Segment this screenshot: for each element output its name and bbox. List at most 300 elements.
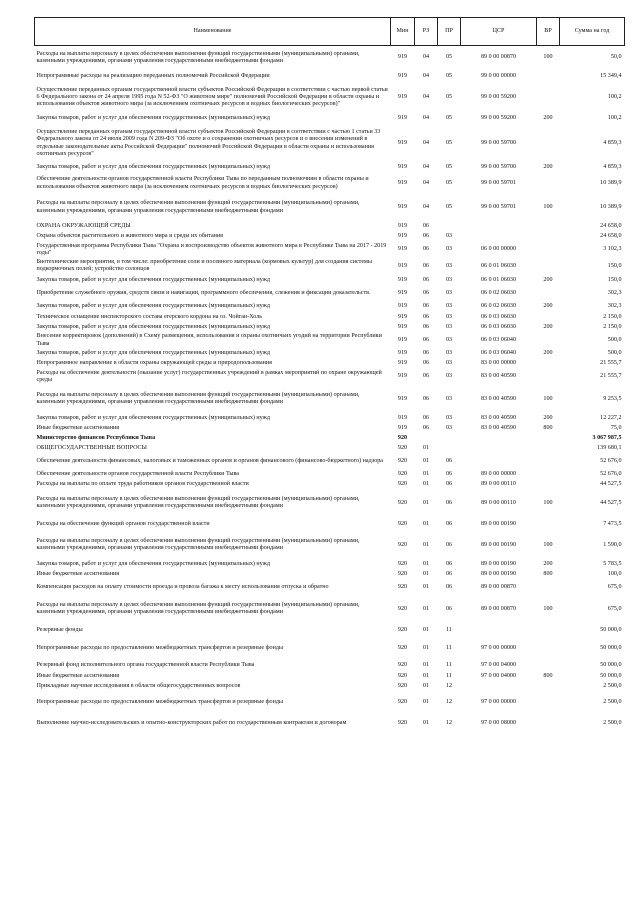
row-name: Иные бюджетные ассигнования	[36, 672, 120, 679]
row-rz: 04	[422, 114, 430, 121]
row-rz: 06	[422, 246, 430, 253]
row-name: Закупка товаров, работ и услуг для обеспечения государственных (муниципальных) нужд	[36, 323, 270, 330]
table-row	[35, 517, 625, 531]
row-csr	[461, 453, 537, 469]
row-pr	[438, 222, 461, 232]
row-rz: 01	[422, 457, 430, 464]
row-name: Приобретение служебного оружия, средств связи и навигации, программного обеспечения, слежения и фиксации доказательств.	[36, 289, 371, 296]
row-vr: 200	[543, 163, 553, 170]
row-pr: 06	[445, 499, 453, 506]
row-vr: 800	[543, 672, 553, 679]
table-row	[35, 84, 625, 112]
row-sum: 2 500,0	[603, 682, 622, 689]
row-csr: 06 0 02 06030	[480, 302, 517, 309]
table-row	[35, 242, 625, 258]
row-csr: 97 0 00 04000	[480, 661, 517, 668]
table-row	[35, 194, 625, 222]
row-pr: 06	[445, 480, 453, 487]
row-rz: 06	[422, 313, 430, 320]
row-csr: 06 0 01 06030	[480, 262, 517, 269]
table-row	[35, 162, 625, 174]
row-min: 919	[397, 360, 408, 367]
row-pr: 03	[445, 373, 453, 380]
row-name: Обеспечение деятельности органов государственной власти Республики Тыва	[36, 470, 239, 477]
row-rz: 06	[422, 350, 430, 357]
row-pr: 11	[446, 626, 452, 633]
row-vr: 100	[543, 605, 553, 612]
table-row	[35, 312, 625, 322]
row-name: Закупка товаров, работ и услуг для обеспечения государственных (муниципальных) нужд	[36, 414, 270, 421]
row-csr: 97 0 00 04000	[480, 672, 517, 679]
row-name: Расходы на обеспечение деятельности (оказание услуг) государственных учреждений в рамках мероприятий по охране окружающей среды	[36, 369, 382, 383]
table-row	[35, 322, 625, 332]
row-vr	[537, 369, 560, 385]
row-rz: 04	[422, 72, 430, 79]
table-row	[35, 595, 625, 623]
row-min: 920	[397, 499, 408, 506]
row-min: 919	[397, 139, 408, 146]
row-name: Расходы на выплаты персоналу в целях обеспечения выполнения функций государственными (муниципальными) органами, казенными учреждениями, органами управления государственными внебюджетными фондами	[36, 537, 360, 552]
table-row	[35, 433, 625, 443]
row-name: Непрограммные расходы на реализацию переданных полномочий Российской Федерации	[36, 72, 270, 79]
row-csr: 99 0 00 59200	[480, 93, 517, 100]
row-vr	[537, 258, 560, 274]
row-min: 919	[397, 72, 408, 79]
row-sum: 9 253,5	[603, 395, 622, 402]
table-row	[35, 681, 625, 691]
row-csr	[461, 681, 537, 691]
row-min: 919	[397, 395, 408, 402]
row-sum: 100,2	[607, 114, 622, 121]
row-csr: 99 0 00 59700	[480, 139, 517, 146]
row-pr: 03	[445, 414, 453, 421]
row-name: Закупка товаров, работ и услуг для обеспечения государственных (муниципальных) нужд	[36, 350, 270, 357]
row-csr	[461, 623, 537, 637]
row-min: 919	[397, 179, 408, 186]
row-rz: 06	[422, 323, 430, 330]
row-rz: 06	[422, 414, 430, 421]
row-vr	[537, 242, 560, 258]
row-vr: 100	[543, 395, 553, 402]
row-sum: 21 555,7	[600, 360, 622, 367]
row-min: 920	[397, 560, 408, 567]
row-vr	[537, 623, 560, 637]
row-min: 920	[397, 457, 408, 464]
table-body	[35, 46, 625, 734]
row-name: Биотехнические мероприятия, в том числе: приобретение соли и посевного материала (кормовых культур) для создания системы подкормочных полей; устройство солонцов	[36, 258, 372, 273]
row-rz: 01	[422, 520, 430, 527]
row-min: 919	[397, 424, 408, 431]
row-min: 919	[397, 163, 408, 170]
row-csr	[461, 443, 537, 453]
row-csr: 97 0 00 00000	[480, 698, 517, 705]
row-sum: 675,0	[607, 605, 622, 612]
row-pr: 06	[445, 520, 453, 527]
row-rz: 06	[422, 276, 430, 283]
row-csr: 83 0 00 40590	[480, 424, 517, 431]
row-pr: 03	[445, 313, 453, 320]
row-vr: 200	[543, 414, 553, 421]
table-row	[35, 479, 625, 489]
row-vr	[537, 517, 560, 531]
row-rz: 06	[422, 232, 430, 239]
row-rz: 01	[422, 499, 430, 506]
row-vr	[537, 479, 560, 489]
row-name: Расходы на выплаты персоналу в целях обеспечения выполнения функций государственными (муниципальными) органами, казенными учреждениями, органами управления государственными внебюджетными фондами	[36, 50, 360, 64]
row-min: 919	[397, 336, 408, 343]
table-row	[35, 443, 625, 453]
row-rz: 01	[422, 682, 430, 689]
row-sum: 50 000,0	[600, 672, 622, 679]
row-vr: 100	[543, 203, 553, 210]
table-row	[35, 623, 625, 637]
row-pr: 03	[445, 360, 453, 367]
row-sum: 50 000,0	[600, 644, 622, 651]
row-vr	[537, 681, 560, 691]
row-name: Выполнение научно-исследовательских и опытно-конструкторских работ по государственным контрактам и договорам	[36, 719, 347, 726]
row-sum: 15 349,4	[600, 72, 622, 79]
row-csr: 89 0 00 00190	[480, 520, 517, 527]
row-sum: 24 658,0	[600, 232, 622, 239]
row-sum: 150,0	[607, 262, 622, 269]
row-sum: 302,3	[607, 289, 622, 296]
row-sum: 3 102,3	[603, 246, 622, 253]
table-row	[35, 274, 625, 286]
row-pr: 03	[445, 395, 453, 402]
table-row	[35, 369, 625, 385]
row-rz: 04	[422, 163, 430, 170]
row-pr: 03	[445, 262, 453, 269]
row-vr	[537, 469, 560, 479]
row-sum: 139 680,1	[597, 444, 622, 451]
row-pr: 05	[445, 114, 453, 121]
row-pr: 03	[445, 232, 453, 239]
table-row	[35, 300, 625, 312]
row-sum: 44 527,5	[600, 499, 622, 506]
row-csr: 06 0 03 06030	[480, 323, 517, 330]
row-vr	[537, 232, 560, 242]
row-rz: 06	[422, 262, 430, 269]
row-sum: 2 150,0	[603, 323, 622, 330]
row-name: Министерство финансов Республики Тыва	[36, 434, 156, 441]
row-csr: 99 0 00 59701	[480, 203, 517, 210]
row-sum: 500,0	[607, 350, 622, 357]
budget-page	[34, 17, 624, 733]
row-vr	[537, 332, 560, 348]
table-row	[35, 46, 625, 70]
row-sum: 675,0	[607, 583, 622, 590]
row-sum: 2 500,0	[603, 698, 622, 705]
row-sum: 52 676,0	[600, 470, 622, 477]
row-rz: 01	[422, 444, 430, 451]
row-min: 920	[397, 583, 408, 590]
row-min: 919	[397, 350, 408, 357]
row-vr	[537, 222, 560, 232]
row-min: 919	[397, 54, 408, 61]
row-sum: 100,0	[607, 570, 622, 577]
row-min: 920	[397, 672, 408, 679]
row-vr	[537, 174, 560, 194]
row-name: Расходы на обеспечение функций органов государственной власти	[36, 520, 210, 527]
budget-table	[34, 17, 625, 733]
header-sum: Сумма на год	[560, 18, 625, 46]
row-sum: 44 527,5	[600, 480, 622, 487]
row-csr: 99 0 00 59200	[480, 114, 517, 121]
row-rz: 01	[422, 560, 430, 567]
row-min: 919	[397, 289, 408, 296]
row-pr: 03	[445, 424, 453, 431]
row-name: Непрограммное направление в области охраны окружающей среды и природопользования	[36, 360, 272, 367]
row-name: ОБЩЕГОСУДАРСТВЕННЫЕ ВОПРОСЫ	[36, 444, 147, 451]
table-row	[35, 286, 625, 300]
row-vr	[537, 433, 560, 443]
header-min: Мин	[391, 18, 415, 46]
row-name: Прикладные научные исследования в области общегосударственных вопросов	[36, 682, 241, 689]
table-row	[35, 469, 625, 479]
row-rz: 06	[422, 395, 430, 402]
table-row	[35, 659, 625, 671]
row-name: Резервный фонд исполнительного органа государственной власти Республики Тыва	[36, 661, 255, 668]
row-pr: 11	[446, 672, 452, 679]
table-row	[35, 332, 625, 348]
row-rz: 04	[422, 54, 430, 61]
row-pr: 05	[445, 179, 453, 186]
table-row	[35, 671, 625, 681]
row-sum: 10 389,9	[600, 179, 622, 186]
row-rz: 06	[422, 222, 430, 229]
row-name: Закупка товаров, работ и услуг для обеспечения государственных (муниципальных) нужд	[36, 114, 270, 121]
row-min: 920	[397, 661, 408, 668]
row-name: Техническое оснащение инспекторского состава егерского кордона на оз. Чойган-Холь	[36, 313, 263, 320]
row-csr: 89 0 00 00870	[480, 605, 517, 612]
row-min: 919	[397, 414, 408, 421]
row-rz: 01	[422, 541, 430, 548]
row-min: 920	[397, 434, 408, 441]
row-vr: 200	[543, 323, 553, 330]
table-row	[35, 70, 625, 84]
row-min: 919	[397, 203, 408, 210]
header-csr: ЦСР	[461, 18, 537, 46]
table-row	[35, 637, 625, 659]
row-rz: 04	[422, 139, 430, 146]
row-csr: 83 0 00 40590	[480, 395, 517, 402]
row-vr	[537, 84, 560, 112]
row-sum: 4 859,3	[603, 163, 622, 170]
table-row	[35, 453, 625, 469]
row-csr: 06 0 03 06040	[480, 350, 517, 357]
row-pr: 03	[445, 289, 453, 296]
row-csr: 83 0 00 00000	[480, 360, 517, 367]
row-rz: 01	[422, 644, 430, 651]
row-name: Резервные фонды	[36, 626, 83, 633]
row-sum: 150,0	[607, 276, 622, 283]
table-header-row	[35, 18, 625, 46]
row-name: Непрограммные расходы по предоставлению межбюджетных трансфертов и резервные фонды	[36, 698, 284, 705]
row-sum: 5 783,5	[603, 560, 622, 567]
row-vr: 100	[543, 499, 553, 506]
row-csr: 06 0 01 06030	[480, 276, 517, 283]
table-row	[35, 126, 625, 162]
row-vr: 200	[543, 350, 553, 357]
row-vr	[537, 359, 560, 369]
row-vr	[537, 312, 560, 322]
row-pr: 05	[445, 72, 453, 79]
row-vr: 200	[543, 114, 553, 121]
row-csr: 89 0 00 00190	[480, 570, 517, 577]
row-vr	[537, 453, 560, 469]
row-rz: 01	[422, 719, 430, 726]
row-csr: 99 0 00 59701	[480, 179, 517, 186]
table-row	[35, 232, 625, 242]
row-name: Закупка товаров, работ и услуг для обеспечения государственных (муниципальных) нужд	[36, 302, 270, 309]
row-csr	[461, 232, 537, 242]
row-sum: 302,3	[607, 302, 622, 309]
row-pr	[438, 443, 461, 453]
row-pr: 03	[445, 302, 453, 309]
row-rz: 06	[422, 289, 430, 296]
row-csr: 06 0 03 06040	[480, 336, 517, 343]
row-rz	[415, 433, 438, 443]
row-min: 919	[397, 323, 408, 330]
row-name: Расходы на выплаты персоналу в целях обеспечения выполнения функций государственными (муниципальными) органами, казенными учреждениями, органами управления государственными внебюджетными фондами	[36, 601, 360, 616]
row-pr: 05	[445, 139, 453, 146]
row-sum: 50,0	[610, 54, 622, 61]
row-csr: 89 0 00 00190	[480, 541, 517, 548]
table-row	[35, 569, 625, 579]
row-vr: 800	[543, 570, 553, 577]
row-pr: 11	[446, 661, 452, 668]
row-name: Расходы на выплаты персоналу в целях обеспечения выполнения функций государственными (муниципальными) органами, казенными учреждениями, органами управления государственными внебюджетными фондами	[36, 200, 360, 214]
row-vr	[537, 713, 560, 733]
row-pr: 12	[445, 682, 453, 689]
row-rz: 01	[422, 583, 430, 590]
row-rz: 06	[422, 302, 430, 309]
row-sum: 50 000,0	[600, 626, 622, 633]
row-sum: 2 150,0	[603, 313, 622, 320]
row-sum: 75,0	[610, 424, 622, 431]
row-sum: 50 000,0	[600, 661, 622, 668]
row-min: 919	[397, 246, 408, 253]
row-pr: 06	[445, 583, 453, 590]
row-min: 920	[397, 480, 408, 487]
header-vr: ВР	[537, 18, 560, 46]
row-name: ОХРАНА ОКРУЖАЮЩЕЙ СРЕДЫ	[36, 222, 131, 229]
row-min: 919	[397, 114, 408, 121]
row-name: Иные бюджетные ассигнования	[36, 570, 120, 577]
row-rz: 01	[422, 480, 430, 487]
row-pr: 06	[445, 470, 453, 477]
row-name: Непрограммные расходы по предоставлению межбюджетных трансфертов и резервные фонды	[36, 644, 284, 651]
row-rz: 01	[422, 661, 430, 668]
row-pr: 03	[445, 336, 453, 343]
row-pr: 03	[445, 350, 453, 357]
row-pr: 11	[446, 644, 452, 651]
row-name: Закупка товаров, работ и услуг для обеспечения государственных (муниципальных) нужд	[36, 560, 270, 567]
row-rz: 01	[422, 626, 430, 633]
row-vr	[537, 443, 560, 453]
row-rz: 06	[422, 424, 430, 431]
row-csr: 89 0 00 00870	[480, 54, 517, 61]
row-min: 920	[397, 682, 408, 689]
row-min: 919	[397, 232, 408, 239]
row-csr: 89 0 00 00000	[480, 470, 517, 477]
row-vr: 200	[543, 276, 553, 283]
table-row	[35, 349, 625, 359]
row-min: 920	[397, 605, 408, 612]
row-rz: 01	[422, 605, 430, 612]
row-pr: 05	[445, 163, 453, 170]
row-csr: 99 0 00 00000	[480, 72, 517, 79]
row-name: Расходы на выплаты по оплате труда работников органов государственной власти	[36, 480, 249, 487]
row-name: Закупка товаров, работ и услуг для обеспечения государственных (муниципальных) нужд	[36, 276, 270, 283]
table-row	[35, 423, 625, 433]
row-csr: 97 0 00 08000	[480, 719, 517, 726]
row-name: Расходы на выплаты персоналу в целях обеспечения выполнения функций государственными (муниципальными) органами, казенными учреждениями, органами управления государственными внебюджетными фондами	[36, 391, 360, 406]
row-min: 919	[397, 93, 408, 100]
row-name: Обеспечение деятельности органов государственной власти Республики Тыва по переданным полномочиям в области охраны и использования объектов животного мира (за исключением охотничьих ресурсов и водных биологических ресурсов)	[36, 176, 369, 190]
table-row	[35, 531, 625, 559]
table-row	[35, 174, 625, 194]
row-rz: 06	[422, 336, 430, 343]
row-sum: 52 676,0	[600, 457, 622, 464]
row-name: Осуществление переданных органам государственной власти субъектов Российской Федерации в соответствии с частью 1 статьи 33 Федерального закона от 24 июля 2009 года N 209-ФЗ "Об охоте и о сохранении охотничьих ресурсов и о внесении изменений в отдельные законодательные акты Российской Федерации" полномочий Российской Федерации в области охраны и использования охотничьих ресурсов"	[36, 129, 381, 157]
table-row	[35, 385, 625, 413]
row-name: Компенсация расходов на оплату стоимости проезда и провоза багажа к месту использования отпуска и обратно	[36, 583, 329, 590]
row-name: Закупка товаров, работ и услуг для обеспечения государственных (муниципальных) нужд	[36, 163, 270, 170]
row-rz: 04	[422, 93, 430, 100]
table-row	[35, 222, 625, 232]
row-csr: 83 0 00 40590	[480, 373, 517, 380]
row-min: 919	[397, 262, 408, 269]
row-sum: 10 389,9	[600, 203, 622, 210]
header-rz: РЗ	[415, 18, 438, 46]
row-name: Расходы на выплаты персоналу в целях обеспечения выполнения функций государственными (муниципальными) органами, казенными учреждениями, органами управления государственными внебюджетными фондами	[36, 495, 360, 510]
row-rz: 01	[422, 570, 430, 577]
row-name: Внесение корректировок (дополнений) в Схему размещения, использования и охраны охотничьих угодий на территории Республики Тыва	[36, 333, 382, 347]
row-sum: 12 227,2	[600, 414, 622, 421]
row-name: Охрана объектов растительного и животного мира и среды их обитания	[36, 232, 223, 239]
row-pr: 06	[445, 457, 453, 464]
row-sum: 100,2	[607, 93, 622, 100]
row-rz: 04	[422, 203, 430, 210]
row-vr	[537, 70, 560, 84]
row-rz: 01	[422, 470, 430, 477]
row-min: 920	[397, 719, 408, 726]
row-sum: 500,0	[607, 336, 622, 343]
row-vr: 200	[543, 302, 553, 309]
row-sum: 1 590,0	[603, 541, 622, 548]
table-row	[35, 489, 625, 517]
row-pr: 03	[445, 323, 453, 330]
row-sum: 24 658,0	[600, 222, 622, 229]
header-name: Наименование	[35, 18, 391, 46]
row-pr: 12	[445, 698, 453, 705]
row-min: 920	[397, 541, 408, 548]
row-csr: 89 0 00 00190	[480, 560, 517, 567]
row-min: 919	[397, 313, 408, 320]
row-vr	[537, 691, 560, 713]
row-csr: 89 0 00 00110	[481, 499, 516, 506]
row-min: 919	[397, 373, 408, 380]
row-min: 920	[397, 444, 408, 451]
row-min: 920	[397, 570, 408, 577]
row-vr: 200	[543, 560, 553, 567]
row-vr	[537, 637, 560, 659]
row-name: Обеспечение деятельности финансовых, налоговых и таможенных органов и органов финансового (финансово-бюджетного) надзора	[36, 457, 383, 464]
table-row	[35, 691, 625, 713]
row-min: 919	[397, 276, 408, 283]
row-name: Государственная программа Республики Тыва "Охрана и воспроизводство объектов животного мира в Республике Тыва на 2017 - 2019 годы"	[36, 242, 387, 256]
